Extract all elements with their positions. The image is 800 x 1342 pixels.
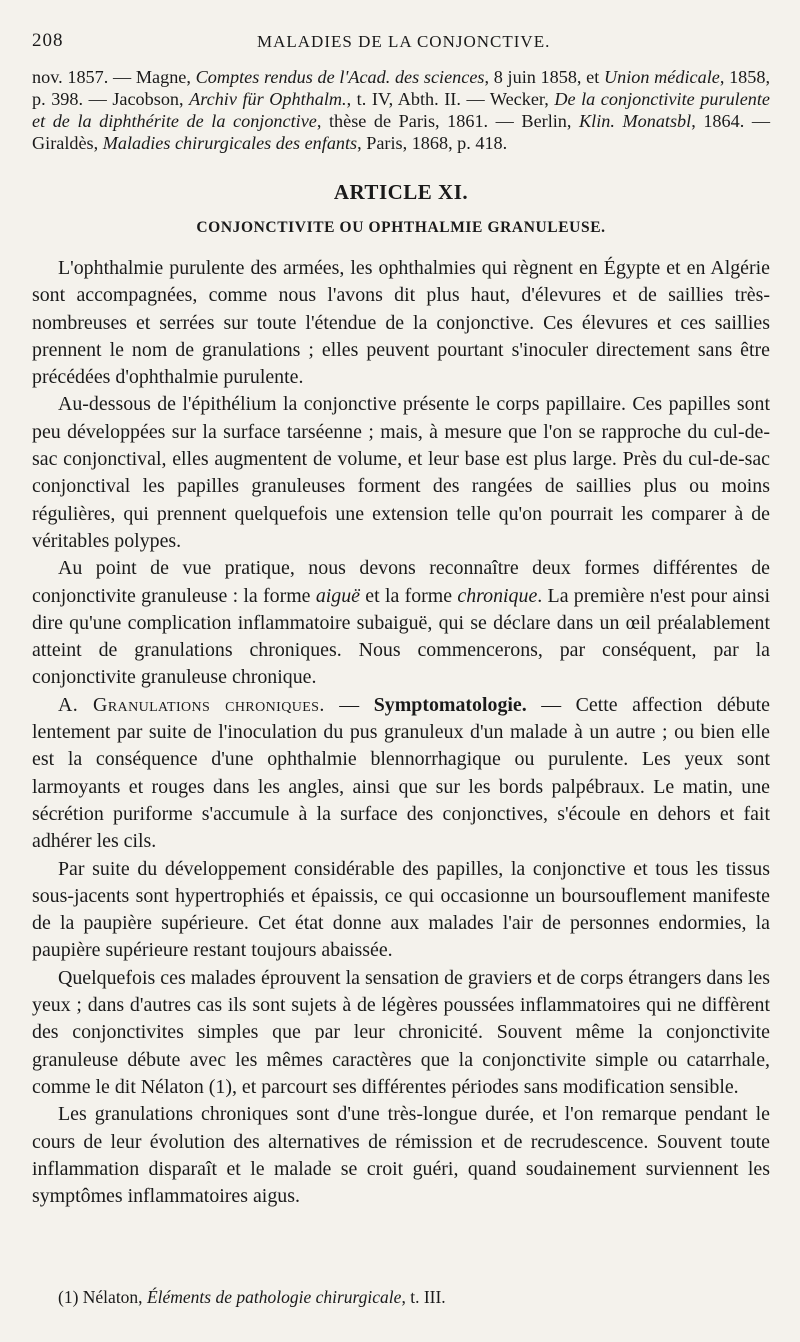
emphasis-text: chronique <box>457 584 538 607</box>
reference-title: De la conjonctivite purulente et de la diphthérite de la conjonctive <box>32 89 771 131</box>
paragraph <box>32 555 770 691</box>
footnote <box>58 1287 446 1308</box>
reference-text: , t. IV, Abth. II. — Wecker, <box>346 89 555 109</box>
reference-title: Union médicale <box>604 67 720 87</box>
body-text <box>32 255 770 1210</box>
paragraph <box>32 391 770 555</box>
paragraph <box>32 255 770 391</box>
footnote-text: (1) Nélaton, <box>58 1287 147 1307</box>
reference-text: , 1864. — Giraldès, <box>32 111 771 153</box>
reference-title: Maladies chirurgicales des enfants <box>102 133 358 153</box>
article-title: ARTICLE XI. <box>333 180 469 204</box>
paragraph <box>32 965 770 1101</box>
reference-text: nov. 1857. — Magne, <box>32 67 196 87</box>
reference-text: , Paris, 1868, p. 418. <box>357 133 508 153</box>
reference-title: Archiv für Ophthalm. <box>189 89 347 109</box>
paragraph-text: L'ophthalmie purulente des armées, les ophthalmies qui règnent en Égypte et en Algérie sont accompagnées, comme nous l'avons dit plus haut, d'élevures et de saillies très-nombreuses et serrées sur toute l'étendue de la conjonctive. Ces élevures et ces saillies prennent le nom de granulations ; elles peuvent pourtant s'inoculer directement sans être précédées d'ophthalmie purulente. <box>32 257 770 389</box>
paragraph-text: — <box>324 693 374 716</box>
paragraph-text: et la forme <box>360 584 458 607</box>
footnote-text: , t. III. <box>401 1287 446 1307</box>
paragraph <box>32 692 770 856</box>
paragraph <box>32 856 770 965</box>
bibliography-references <box>32 66 770 154</box>
reference-title: Klin. Monatsbl <box>579 111 692 131</box>
footnote-title: Éléments de pathologie chirurgicale <box>146 1287 402 1307</box>
reference-title: Comptes rendus de l'Acad. des sciences <box>195 67 485 87</box>
page-number: 208 <box>32 30 64 51</box>
running-head <box>32 28 770 58</box>
paragraph-text: Au-dessous de l'épithélium la conjonctive présente le corps papillaire. Ces papilles sont peu développées sur la surface tarséenne ; mais, à mesure que l'on se rapproche du cul-de-sac conjonctival, elles augmentent de volume, et leur base est plus large. Près du cul-de-sac conjonctival les papilles granuleuses forment des rangées de saillies plus ou moins régulières, qui prennent quelquefois une extension telle qu'on pourrait les comparer à de véritables polypes. <box>32 393 770 552</box>
section-heading-bold: Symptomatologie. <box>373 693 527 716</box>
paragraph-text: Les granulations chroniques sont d'une très-longue durée, et l'on remarque pendant le cours de leur évolution des alternatives de rémission et de recrudescence. Souvent toute inflammation disparaît et le malade se croit guéri, quand soudainement surviennent les symptômes inflammatoires aigus. <box>32 1103 770 1208</box>
paragraph-text: Par suite du développement considérable des papilles, la conjonctive et tous les tissus sous-jacents sont hypertrophiés et épaissis, ce qui occasionne un boursouflement manifeste de la paupière supérieure. Cet état donne aux malades l'air de personnes endormies, la paupière supérieure restant toujours abaissée. <box>32 857 770 962</box>
emphasis-text: aiguë <box>315 584 361 607</box>
reference-text: , thèse de Paris, 1861. — Berlin, <box>316 111 580 131</box>
article-subtitle: CONJONCTIVITE OU OPHTHALMIE GRANULEUSE. <box>196 219 606 236</box>
section-heading: A. Granulations chroniques. <box>58 693 325 716</box>
running-title: MALADIES DE LA CONJONCTIVE. <box>257 32 551 51</box>
paragraph-text: Quelquefois ces malades éprouvent la sensation de graviers et de corps étrangers dans les yeux ; dans d'autres cas ils sont sujets à de légères poussées inflammatoires qui ne diffèrent des conjonctivites simples que par leur chronicité. Souvent même la conjonctivite granuleuse débute avec les mêmes caractères que la conjonctivite simple ou catarrhale, comme le dit Nélaton (1), et parcourt ses différentes périodes sans modification sensible. <box>32 966 770 1098</box>
paragraph-text: Au point de vue pratique, nous devons reconnaître deux formes différentes de conjonctivite granuleuse : la forme <box>32 557 770 607</box>
reference-text: , 8 juin 1858, et <box>484 67 604 87</box>
reference-text: , 1858, p. 398. — Jacobson, <box>32 67 770 109</box>
paragraph-text: — Cette affection débute lentement par suite de l'inoculation du pus granuleux d'un malade à un autre ; ou bien elle est la conséquence d'une ophthalmie blennorrhagique ou purulente. Les yeux sont larmoyants et rouges dans les angles, ainsi que sur les bords palpébraux. Le matin, une sécrétion puriforme s'accumule à la surface des conjonctives, s'écoule en dehors et fait adhérer les cils. <box>32 693 771 853</box>
paragraph <box>32 1101 770 1210</box>
paragraph-text: . La première n'est pour ainsi dire qu'une complication inflammatoire subaiguë, qui se déclare dans un œil préalablement atteint de granulations chroniques. Nous commencerons, par conséquent, par la conjonctivite granuleuse chronique. <box>32 584 770 689</box>
